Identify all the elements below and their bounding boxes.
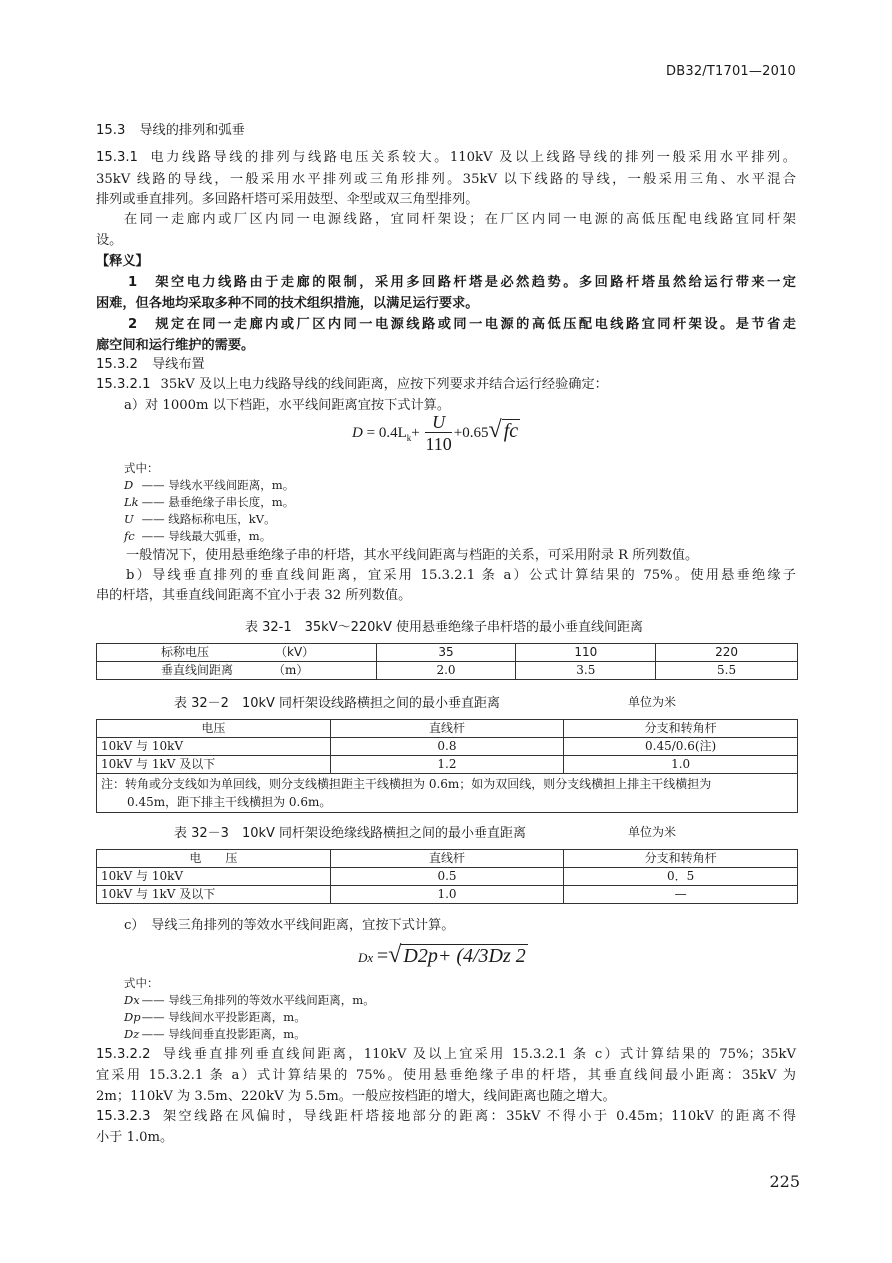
table-cell: 2.0 [376, 662, 516, 680]
clause-number: 15.3.2.3 [96, 1109, 151, 1124]
subsection-title: 导线布置 [151, 357, 205, 372]
row-unit: （m） [273, 663, 309, 677]
table-cell: 5.5 [656, 662, 798, 680]
variable-definition [124, 1009, 824, 1026]
clause-text-line: 排列或垂直排列。多回路杆塔可采用鼓型、伞型或双三角型排列。 [96, 192, 479, 207]
where-label: 式中： [124, 461, 159, 475]
formula-radicand: fc [503, 419, 519, 442]
variable-definition [124, 528, 824, 545]
column-header: 分支和转角杆 [564, 720, 798, 738]
column-header: 分支和转角杆 [564, 850, 798, 868]
variable-symbol: Lk [124, 495, 139, 509]
where-label: 式中： [124, 976, 159, 990]
variable-description: —— 导线最大弧垂，m。 [141, 529, 272, 543]
table-cell: 10kV 与 10kV [97, 738, 331, 756]
variable-symbol: Dp [124, 1010, 141, 1024]
general-note: 一般情况下，使用悬垂绝缘子串的杆塔，其水平线间距离与档距的关系，可采用附录 R 所列数值。 [126, 548, 699, 563]
column-header: 电压 [97, 720, 331, 738]
clause-text-line: 设。 [96, 233, 123, 248]
explanation-item: 廊空间和运行维护的需要。 [96, 338, 255, 353]
formula-plus: + [411, 424, 420, 441]
item-c: c） 导线三角排列的等效水平线间距离，宜按下式计算。 [124, 918, 455, 933]
clause-text-line: 35kV 线路的导线，一般采用水平排列或三角形排列。35kV 以下线路的导线，一般采用三角、水平混合 [96, 172, 796, 187]
clause-text-line: 在同一走廊内或厂区内同一电源线路，宜同杆架设；在厂区内同一电源的高低压配电线路宜同杆架 [124, 212, 796, 227]
table-note-line: 注：转角或分支线如为单回线，则分支线横担距主干线横担为 0.6m；如为双回线，则分支线横担上排主干线横担为 [101, 777, 712, 791]
clause-15-3-2-3 [96, 1107, 796, 1126]
table-32-2 [96, 719, 798, 813]
table-cell: 0.45/0.6(注) [564, 738, 798, 756]
explanation-item: 1 架空电力线路由于走廊的限制，采用多回路杆塔是必然趋势。多回路杆塔虽然给运行带来一定 [128, 275, 796, 290]
table-cell: 10kV 与 10kV [97, 868, 331, 886]
table-row [97, 644, 798, 662]
table-cell: 10kV 与 1kV 及以下 [97, 886, 331, 904]
clause-15-3-1 [96, 148, 796, 167]
fraction-denominator: 110 [425, 434, 452, 454]
clause-text-line: 2m；110kV 为 3.5m、220kV 为 5.5m。一般应按档距的增大，线间距离也随之增大。 [96, 1089, 616, 1104]
variable-description: —— 导线间水平投影距离，m。 [141, 1010, 306, 1024]
explanation-item: 2 规定在同一走廊内或厂区内同一电源线路或同一电源的高低压配电线路宜同杆架设。是节省走 [128, 317, 796, 332]
variable-symbol: D [124, 478, 134, 492]
formula-radicand: D2p+ (4/3Dz 2 [403, 945, 526, 967]
table-caption: 表 32－3 10kV 同杆架设绝缘线路横担之间的最小垂直距离 [174, 826, 527, 841]
table-unit: 单位为米 [628, 695, 677, 709]
formula-equals: = [366, 424, 376, 441]
clause-15-3-2-1 [96, 375, 796, 394]
formula-equals: = [376, 945, 389, 967]
row-label-text: 垂直线间距离 [161, 663, 234, 677]
row-label-text: 标称电压 [161, 645, 210, 659]
variable-description: —— 导线水平线间距离，m。 [141, 478, 295, 492]
formula-subscript: k [406, 432, 412, 443]
table-note [97, 774, 798, 813]
table-row [97, 662, 798, 680]
column-header: 直线杆 [330, 850, 564, 868]
table-cell: 1.0 [330, 886, 564, 904]
table-cell: 1.2 [330, 756, 564, 774]
column-header: 直线杆 [330, 720, 564, 738]
table-cell: — [564, 886, 798, 904]
subsection-number: 15.3.2 [96, 357, 138, 372]
table-header-row [97, 850, 798, 868]
clause-text-line: 小于 1.0m。 [96, 1130, 174, 1145]
table-caption: 表 32－2 10kV 同杆架设线路横担之间的最小垂直距离 [174, 696, 501, 711]
clause-text: 电力线路导线的排列与线路电压关系较大。110kV 及以上线路导线的排列一般采用水平排列。 [147, 150, 796, 165]
table-cell: 10kV 与 1kV 及以下 [97, 756, 331, 774]
formula-lhs: D [352, 424, 363, 441]
explanation-heading: 【释义】 [96, 254, 149, 269]
table-cell: 1.0 [564, 756, 798, 774]
clause-text: 导线垂直排列垂直线间距离，110kV 及以上宜采用 15.3.2.1 条 c）式计算结果的 75%；35kV [160, 1047, 796, 1062]
clause-text: 架空线路在风偏时，导线距杆塔接地部分的距离：35kV 不得小于 0.45m；110kV 的距离不得 [160, 1109, 796, 1124]
variable-symbol: Dz [124, 1027, 140, 1041]
clause-text: 35kV 及以上电力线路导线的线间距离，应按下列要求并结合运行经验确定： [160, 377, 608, 392]
variable-description: —— 悬垂绝缘子串长度，m。 [141, 495, 295, 509]
column-header: 电 压 [97, 850, 331, 868]
variable-definition [124, 1026, 824, 1043]
table-cell: 0.5 [330, 868, 564, 886]
formula-lhs: Dx [358, 950, 374, 965]
table-row [97, 868, 798, 886]
table-cell: 0．5 [564, 868, 798, 886]
table-cell: 0.8 [330, 738, 564, 756]
table-row [97, 886, 798, 904]
variable-symbol: fc [124, 529, 135, 543]
explanation-item: 困难，但各地均采取多种不同的技术组织措施，以满足运行要求。 [96, 296, 479, 311]
table-cell: 3.5 [516, 662, 656, 680]
clause-text-line: 宜采用 15.3.2.1 条 a）式计算结果的 75%。使用悬垂绝缘子串的杆塔，其垂直线间最小距离：35kV 为 [96, 1068, 796, 1083]
variable-definition [124, 511, 824, 528]
table-row [97, 738, 798, 756]
formula-fraction [425, 412, 451, 455]
table-32-1 [96, 643, 798, 680]
row-label [97, 644, 377, 662]
variable-description: —— 导线间垂直投影距离，m。 [141, 1027, 306, 1041]
table-cell: 110 [516, 644, 656, 662]
fraction-numerator: U [425, 412, 451, 433]
table-cell: 220 [656, 644, 798, 662]
row-label [97, 662, 377, 680]
table-row [97, 756, 798, 774]
sqrt-icon: √ [488, 416, 502, 443]
sqrt-icon: √ [388, 942, 402, 968]
section-heading [96, 121, 796, 140]
row-unit: （kV） [275, 645, 315, 659]
variable-symbol: Dx [124, 993, 140, 1007]
variable-definition [124, 992, 824, 1009]
item-b: b）导线垂直排列的垂直线间距离，宜采用 15.3.2.1 条 a）公式计算结果的 75%。使用悬垂绝缘子 [126, 568, 796, 583]
table-cell: 35 [376, 644, 516, 662]
clause-number: 15.3.2.1 [96, 377, 151, 392]
section-number: 15.3 [96, 123, 126, 138]
item-b-continued: 串的杆塔，其垂直线间距离不宜小于表 32 所列数值。 [96, 588, 412, 603]
table-header-row [97, 720, 798, 738]
formula-term1: 0.4L [378, 424, 407, 441]
page-number: 225 [769, 1172, 800, 1191]
document-number: DB32/T1701—2010 [666, 64, 796, 79]
item-a: a）对 1000m 以下档距，水平线间距离宜按下式计算。 [124, 398, 451, 413]
variable-description: —— 线路标称电压，kV。 [141, 512, 276, 526]
table-caption: 表 32-1 35kV～220kV 使用悬垂绝缘子串杆塔的最小垂直线间距离 [245, 620, 643, 635]
table-note-row [97, 774, 798, 813]
formula-term2: +0.65 [453, 424, 489, 441]
variable-definition [124, 477, 824, 494]
section-title: 导线的排列和弧垂 [139, 123, 245, 138]
subsection-heading [96, 355, 796, 374]
formula-horizontal-distance [352, 412, 520, 455]
variable-symbol: U [124, 512, 134, 526]
table-note-line: 0.45m，距下排主干线横担为 0.6m。 [127, 795, 332, 809]
table-unit: 单位为米 [628, 825, 677, 839]
variable-description: —— 导线三角排列的等效水平线间距离，m。 [141, 993, 375, 1007]
clause-15-3-2-2 [96, 1045, 796, 1064]
clause-number: 15.3.1 [96, 150, 138, 165]
formula-equivalent-distance [358, 942, 528, 969]
table-32-3 [96, 849, 798, 904]
variable-definition [124, 494, 824, 511]
clause-number: 15.3.2.2 [96, 1047, 151, 1062]
